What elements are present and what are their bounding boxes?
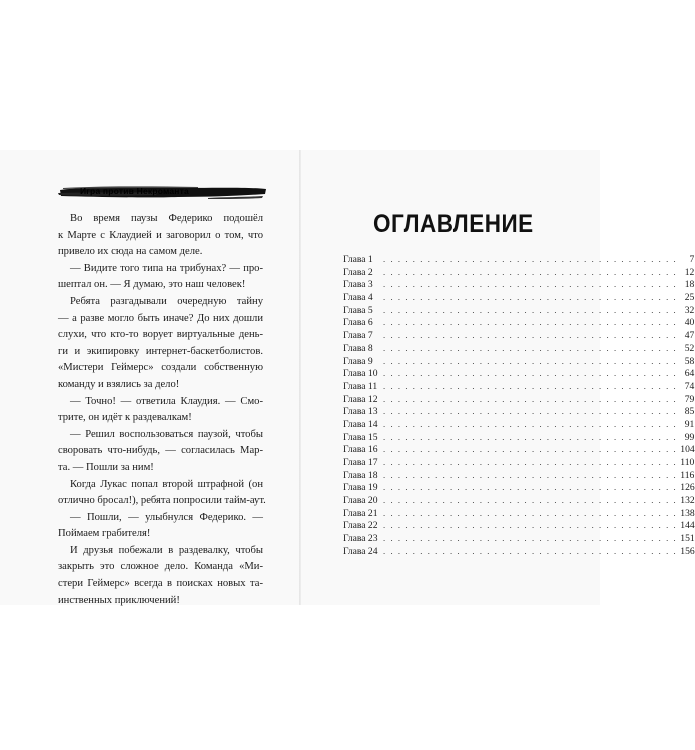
toc-page-number: 47 [684, 330, 695, 342]
toc-row [343, 405, 695, 418]
toc-leader-dots: . . . . . . . . . . . . . . . . . . . . . . . . . . . . . . . . . . . . . . . . [383, 444, 678, 455]
toc-page-number: 52 [684, 342, 695, 354]
toc-page-number: 32 [684, 304, 695, 316]
toc-chapter-label: Глава 7 [343, 330, 373, 342]
toc-chapter-label: Глава 23 [343, 533, 378, 545]
toc-chapter-label: Глава 24 [343, 545, 378, 557]
story-line: стери Геймерс» всегда в поисках новых та- [58, 578, 263, 590]
toc-chapter-label: Глава 6 [343, 317, 373, 329]
toc-chapter-label: Глава 14 [343, 418, 378, 430]
story-line: команду и взялись за дело! [58, 378, 180, 390]
toc-page-number: 40 [684, 317, 695, 329]
toc-leader-dots: . . . . . . . . . . . . . . . . . . . . . . . . . . . . . . . . . . . . . . . . [383, 380, 678, 391]
toc-row [343, 342, 695, 355]
toc-chapter-label: Глава 16 [343, 444, 378, 456]
toc-chapter-label: Глава 19 [343, 482, 378, 494]
toc-leader-dots: . . . . . . . . . . . . . . . . . . . . . . . . . . . . . . . . . . . . . . . . [383, 533, 678, 544]
toc-row [343, 329, 695, 342]
toc-leader-dots: . . . . . . . . . . . . . . . . . . . . . . . . . . . . . . . . . . . . . . . . [383, 431, 678, 442]
story-line: «Мистери Геймерс» создали собственную [58, 362, 263, 374]
toc-row [343, 380, 695, 393]
toc-page-number: 79 [684, 393, 695, 405]
toc-leader-dots: . . . . . . . . . . . . . . . . . . . . . . . . . . . . . . . . . . . . . . . . [383, 418, 678, 429]
toc-chapter-label: Глава 3 [343, 279, 373, 291]
toc-page-number: 91 [684, 418, 695, 430]
story-line: — Видите того типа на трибунах? — про- [70, 262, 263, 274]
toc-leader-dots: . . . . . . . . . . . . . . . . . . . . . . . . . . . . . . . . . . . . . . . . [383, 482, 678, 493]
toc-leader-dots: . . . . . . . . . . . . . . . . . . . . . . . . . . . . . . . . . . . . . . . . [383, 317, 678, 328]
toc-page-number: 74 [684, 380, 695, 392]
story-line: Во время паузы Федерико подошёл [70, 213, 263, 224]
toc-leader-dots: . . . . . . . . . . . . . . . . . . . . . . . . . . . . . . . . . . . . . . . . [383, 457, 678, 467]
toc-row [343, 278, 695, 291]
toc-row [343, 431, 695, 444]
toc-page-number: 99 [684, 431, 695, 443]
toc-leader-dots: . . . . . . . . . . . . . . . . . . . . . . . . . . . . . . . . . . . . . . . . [383, 304, 678, 315]
story-line: — Пошли, — улыбнулся Федерико. — [70, 511, 263, 523]
story-line: — а разве могло быть иначе? До них дошли [58, 312, 263, 324]
toc-page-number: 85 [684, 406, 695, 418]
story-line: к Марте с Клаудией и заговорил о том, что [58, 229, 263, 241]
toc-chapter-label: Глава 8 [343, 342, 373, 354]
toc-row [343, 393, 695, 406]
story-line: шептал он. — Я думаю, это наш человек! [58, 279, 246, 291]
toc-page-number: 64 [684, 368, 695, 380]
toc-row [343, 304, 695, 317]
story-line: Когда Лукас попал второй штрафной (он [70, 478, 263, 490]
story-line: — Решил воспользоваться паузой, чтобы [70, 428, 263, 440]
story-line: слухи, что кто-то ворует виртуальные день- [58, 329, 263, 341]
story-line: привело их сюда на самом деле. [58, 246, 203, 258]
toc-title: ОГЛАВЛЕНИЕ [373, 210, 534, 238]
toc-chapter-label: Глава 13 [343, 406, 378, 418]
toc-chapter-label: Глава 10 [343, 368, 378, 380]
story-line: Поймаем грабителя! [58, 528, 151, 540]
toc-leader-dots: . . . . . . . . . . . . . . . . . . . . . . . . . . . . . . . . . . . . . . . . [383, 266, 678, 277]
toc-chapter-label: Глава 22 [343, 520, 378, 532]
toc-row [343, 266, 695, 279]
toc-row [343, 443, 695, 456]
toc-page-number: 156 [680, 545, 695, 557]
toc-row [343, 507, 695, 520]
toc-chapter-label: Глава 5 [343, 304, 373, 316]
toc-leader-dots: . . . . . . . . . . . . . . . . . . . . . . . . . . . . . . . . . . . . . . . . [383, 545, 678, 556]
toc-page-number: 132 [680, 495, 695, 507]
toc-leader-dots: . . . . . . . . . . . . . . . . . . . . . . . . . . . . . . . . . . . . . . . . [383, 469, 678, 480]
toc-leader-dots: . . . . . . . . . . . . . . . . . . . . . . . . . . . . . . . . . . . . . . . . [383, 406, 678, 417]
story-line: инственных приключений! [58, 594, 180, 606]
story-line: своровать что-нибудь, — согласилась Мар- [58, 445, 263, 457]
toc-page-number: 7 [689, 254, 695, 265]
toc-leader-dots: . . . . . . . . . . . . . . . . . . . . . . . . . . . . . . . . . . . . . . . . [383, 279, 678, 290]
book-spread [0, 150, 695, 606]
toc-leader-dots: . . . . . . . . . . . . . . . . . . . . . . . . . . . . . . . . . . . . . . . . [383, 368, 678, 379]
toc-row [343, 456, 695, 469]
story-line: трите, он идёт к раздевалкам! [58, 412, 192, 424]
toc-leader-dots: . . . . . . . . . . . . . . . . . . . . . . . . . . . . . . . . . . . . . . . . [383, 520, 678, 531]
toc-page-number: 18 [684, 279, 695, 291]
toc-row [343, 519, 695, 532]
toc-row [343, 532, 695, 545]
running-header: Игра против Некроманта [80, 186, 189, 196]
toc-page-number: 25 [684, 292, 695, 304]
toc-page-number: 144 [680, 520, 695, 532]
toc-chapter-label: Глава 15 [343, 431, 378, 443]
toc-page-number: 138 [680, 507, 695, 519]
toc-leader-dots: . . . . . . . . . . . . . . . . . . . . . . . . . . . . . . . . . . . . . . . . [383, 495, 678, 506]
toc-row [343, 545, 695, 558]
toc-chapter-label: Глава 11 [343, 380, 378, 392]
story-line: закрыть это сложное дело. Команда «Ми- [58, 561, 263, 573]
story-line: отлично бросал!), ребята попросили тайм-аут. [58, 495, 266, 507]
toc-page-number: 126 [680, 482, 695, 494]
toc-page-number: 110 [680, 457, 695, 468]
toc-chapter-label: Глава 18 [343, 469, 378, 481]
toc-row [343, 253, 695, 266]
toc-page-number: 116 [680, 469, 695, 481]
right-page [301, 150, 695, 605]
toc-row [343, 291, 695, 304]
toc-leader-dots: . . . . . . . . . . . . . . . . . . . . . . . . . . . . . . . . . . . . . . . . [383, 355, 678, 366]
toc-row [343, 469, 695, 482]
toc-row [343, 316, 695, 329]
toc-row [343, 418, 695, 431]
story-line: Ребята разгадывали очередную тайну [70, 295, 263, 307]
toc-page-number: 12 [684, 266, 695, 278]
toc-chapter-label: Глава 20 [343, 495, 378, 507]
left-page [0, 150, 299, 605]
story-line: И друзья побежали в раздевалку, чтобы [70, 544, 263, 556]
toc-page-number: 104 [680, 444, 695, 456]
toc-chapter-label: Глава 4 [343, 292, 373, 304]
toc-leader-dots: . . . . . . . . . . . . . . . . . . . . . . . . . . . . . . . . . . . . . . . . [383, 330, 678, 341]
toc-chapter-label: Глава 12 [343, 393, 378, 405]
toc-chapter-label: Глава 21 [343, 507, 378, 519]
story-text [58, 211, 266, 609]
toc-leader-dots: . . . . . . . . . . . . . . . . . . . . . . . . . . . . . . . . . . . . . . . . [383, 393, 678, 404]
table-of-contents [343, 253, 695, 558]
toc-chapter-label: Глава 17 [343, 457, 378, 468]
toc-leader-dots: . . . . . . . . . . . . . . . . . . . . . . . . . . . . . . . . . . . . . . . . [383, 254, 678, 264]
story-line: — Точно! — ответила Клаудия. — Смо- [70, 395, 263, 407]
toc-chapter-label: Глава 2 [343, 266, 373, 278]
story-line: ги и экипировку интернет-баскетболистов. [58, 345, 263, 357]
toc-leader-dots: . . . . . . . . . . . . . . . . . . . . . . . . . . . . . . . . . . . . . . . . [383, 507, 678, 518]
toc-row [343, 494, 695, 507]
toc-chapter-label: Глава 1 [343, 254, 373, 265]
toc-row [343, 367, 695, 380]
toc-chapter-label: Глава 9 [343, 355, 373, 367]
toc-leader-dots: . . . . . . . . . . . . . . . . . . . . . . . . . . . . . . . . . . . . . . . . [383, 342, 678, 353]
toc-page-number: 151 [680, 533, 695, 545]
toc-leader-dots: . . . . . . . . . . . . . . . . . . . . . . . . . . . . . . . . . . . . . . . . [383, 292, 678, 303]
toc-row [343, 481, 695, 494]
toc-row [343, 355, 695, 368]
toc-page-number: 58 [684, 355, 695, 367]
story-line: та. — Пошли за ним! [58, 461, 154, 473]
